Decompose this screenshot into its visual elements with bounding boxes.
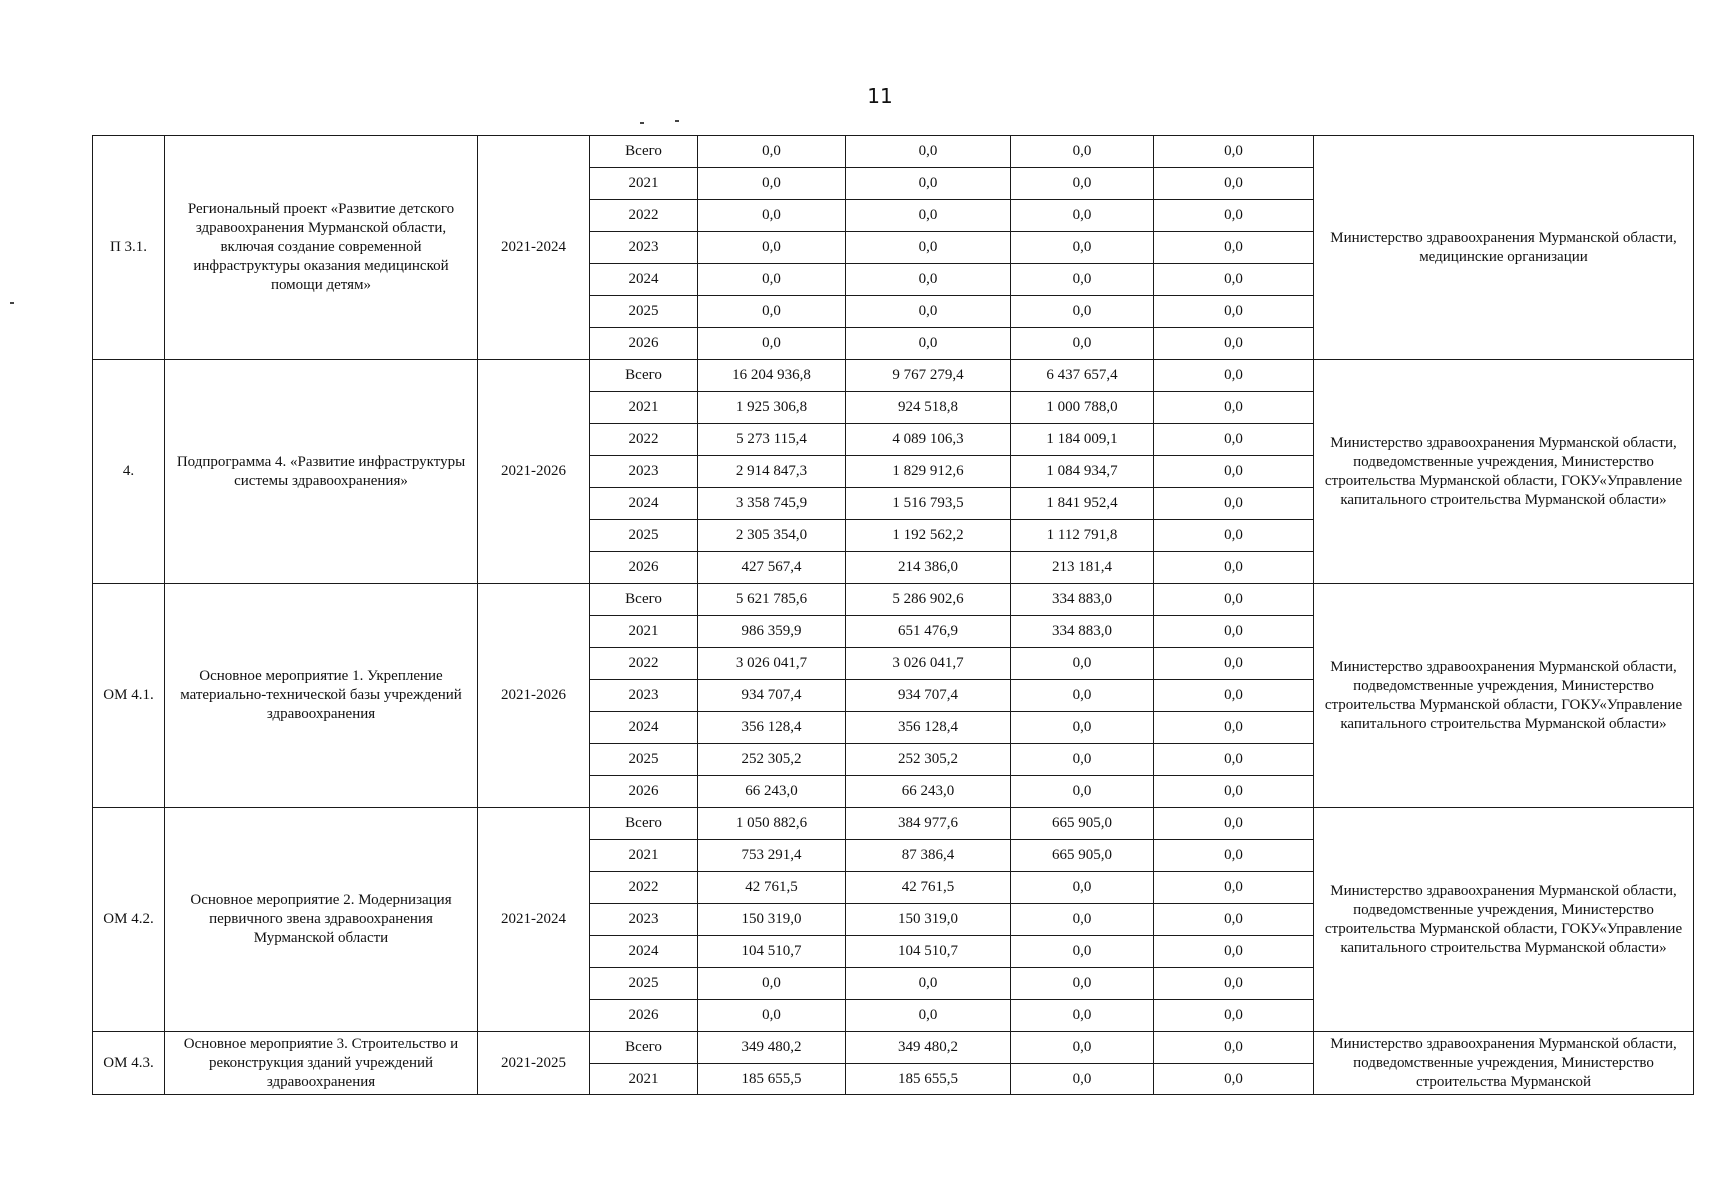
funding-col3-cell: 213 181,4 (1011, 552, 1154, 584)
year-cell: 2024 (590, 488, 698, 520)
year-cell: Всего (590, 1032, 698, 1064)
total-cell: 0,0 (698, 1000, 846, 1032)
total-cell: 2 914 847,3 (698, 456, 846, 488)
table-row (93, 360, 1694, 392)
funding-col4-cell: 0,0 (1154, 136, 1314, 168)
year-cell: 2022 (590, 424, 698, 456)
funding-col4-cell: 0,0 (1154, 840, 1314, 872)
item-title-cell: Основное мероприятие 2. Модернизация первичного звена здравоохранения Мурманской области (165, 808, 478, 1032)
total-cell: 1 925 306,8 (698, 392, 846, 424)
year-cell: 2022 (590, 648, 698, 680)
item-code-cell: ОМ 4.3. (93, 1032, 165, 1095)
funding-col3-cell: 0,0 (1011, 168, 1154, 200)
total-cell: 104 510,7 (698, 936, 846, 968)
funding-col3-cell: 0,0 (1011, 776, 1154, 808)
funding-col4-cell: 0,0 (1154, 1064, 1314, 1095)
year-cell: 2024 (590, 712, 698, 744)
item-title-cell: Подпрограмма 4. «Развитие инфраструктуры системы здравоохранения» (165, 360, 478, 584)
responsible-cell: Министерство здравоохранения Мурманской области, подведомственные учреждения, Министерство строительства Мурманской области, ГОКУ«Управление капитального строительства Мурманской области» (1314, 584, 1694, 808)
funding-col2-cell: 384 977,6 (846, 808, 1011, 840)
funding-col4-cell: 0,0 (1154, 936, 1314, 968)
responsible-cell: Министерство здравоохранения Мурманской области, подведомственные учреждения, Министерство строительства Мурманской области, ГОКУ«Управление капитального строительства Мурманской области» (1314, 360, 1694, 584)
total-cell: 934 707,4 (698, 680, 846, 712)
funding-col4-cell: 0,0 (1154, 680, 1314, 712)
funding-col2-cell: 185 655,5 (846, 1064, 1011, 1095)
funding-col4-cell: 0,0 (1154, 360, 1314, 392)
table-row (93, 1032, 1694, 1064)
total-cell: 5 273 115,4 (698, 424, 846, 456)
total-cell: 0,0 (698, 968, 846, 1000)
total-cell: 0,0 (698, 136, 846, 168)
item-code-cell: ОМ 4.2. (93, 808, 165, 1032)
total-cell: 356 128,4 (698, 712, 846, 744)
total-cell: 0,0 (698, 168, 846, 200)
funding-col2-cell: 4 089 106,3 (846, 424, 1011, 456)
funding-col3-cell: 0,0 (1011, 200, 1154, 232)
funding-col2-cell: 934 707,4 (846, 680, 1011, 712)
funding-col2-cell: 349 480,2 (846, 1032, 1011, 1064)
funding-col2-cell: 87 386,4 (846, 840, 1011, 872)
year-cell: 2023 (590, 232, 698, 264)
item-period-cell: 2021-2026 (478, 360, 590, 584)
funding-col3-cell: 334 883,0 (1011, 584, 1154, 616)
total-cell: 2 305 354,0 (698, 520, 846, 552)
funding-col3-cell: 6 437 657,4 (1011, 360, 1154, 392)
funding-col4-cell: 0,0 (1154, 392, 1314, 424)
funding-col3-cell: 1 841 952,4 (1011, 488, 1154, 520)
total-cell: 0,0 (698, 296, 846, 328)
total-cell: 0,0 (698, 200, 846, 232)
total-cell: 1 050 882,6 (698, 808, 846, 840)
year-cell: 2024 (590, 936, 698, 968)
funding-col2-cell: 0,0 (846, 200, 1011, 232)
funding-col3-cell: 334 883,0 (1011, 616, 1154, 648)
year-cell: 2025 (590, 520, 698, 552)
responsible-cell: Министерство здравоохранения Мурманской области, подведомственные учреждения, Министерство строительства Мурманской (1314, 1032, 1694, 1095)
funding-col4-cell: 0,0 (1154, 264, 1314, 296)
funding-col4-cell: 0,0 (1154, 616, 1314, 648)
funding-col4-cell: 0,0 (1154, 168, 1314, 200)
funding-col4-cell: 0,0 (1154, 1000, 1314, 1032)
year-cell: 2022 (590, 872, 698, 904)
scan-speck (675, 120, 679, 122)
table-row (93, 584, 1694, 616)
funding-col4-cell: 0,0 (1154, 584, 1314, 616)
item-period-cell: 2021-2024 (478, 136, 590, 360)
funding-col3-cell: 0,0 (1011, 1064, 1154, 1095)
funding-col2-cell: 252 305,2 (846, 744, 1011, 776)
funding-col3-cell: 0,0 (1011, 712, 1154, 744)
year-cell: 2023 (590, 456, 698, 488)
funding-col4-cell: 0,0 (1154, 552, 1314, 584)
year-cell: 2021 (590, 616, 698, 648)
funding-col2-cell: 1 192 562,2 (846, 520, 1011, 552)
year-cell: 2024 (590, 264, 698, 296)
funding-col3-cell: 1 112 791,8 (1011, 520, 1154, 552)
total-cell: 150 319,0 (698, 904, 846, 936)
funding-col3-cell: 0,0 (1011, 1032, 1154, 1064)
year-cell: 2023 (590, 904, 698, 936)
funding-col3-cell: 0,0 (1011, 872, 1154, 904)
year-cell: Всего (590, 136, 698, 168)
funding-col4-cell: 0,0 (1154, 328, 1314, 360)
total-cell: 427 567,4 (698, 552, 846, 584)
funding-col2-cell: 0,0 (846, 328, 1011, 360)
responsible-cell: Министерство здравоохранения Мурманской области, медицинские организации (1314, 136, 1694, 360)
funding-col3-cell: 665 905,0 (1011, 808, 1154, 840)
year-cell: 2022 (590, 200, 698, 232)
year-cell: 2021 (590, 840, 698, 872)
item-code-cell: ОМ 4.1. (93, 584, 165, 808)
total-cell: 5 621 785,6 (698, 584, 846, 616)
total-cell: 252 305,2 (698, 744, 846, 776)
funding-col4-cell: 0,0 (1154, 1032, 1314, 1064)
funding-col2-cell: 1 516 793,5 (846, 488, 1011, 520)
funding-col4-cell: 0,0 (1154, 200, 1314, 232)
item-code-cell: 4. (93, 360, 165, 584)
funding-col4-cell: 0,0 (1154, 648, 1314, 680)
funding-col3-cell: 0,0 (1011, 232, 1154, 264)
funding-col2-cell: 104 510,7 (846, 936, 1011, 968)
page-number: 11 (867, 84, 893, 108)
funding-col2-cell: 1 829 912,6 (846, 456, 1011, 488)
year-cell: Всего (590, 584, 698, 616)
funding-col2-cell: 66 243,0 (846, 776, 1011, 808)
total-cell: 0,0 (698, 264, 846, 296)
funding-col4-cell: 0,0 (1154, 808, 1314, 840)
year-cell: Всего (590, 360, 698, 392)
funding-col3-cell: 0,0 (1011, 328, 1154, 360)
funding-col4-cell: 0,0 (1154, 968, 1314, 1000)
total-cell: 185 655,5 (698, 1064, 846, 1095)
funding-col2-cell: 356 128,4 (846, 712, 1011, 744)
funding-col2-cell: 9 767 279,4 (846, 360, 1011, 392)
table-body (93, 136, 1694, 1095)
funding-col4-cell: 0,0 (1154, 520, 1314, 552)
funding-col3-cell: 0,0 (1011, 744, 1154, 776)
item-period-cell: 2021-2025 (478, 1032, 590, 1095)
total-cell: 3 026 041,7 (698, 648, 846, 680)
funding-col4-cell: 0,0 (1154, 744, 1314, 776)
funding-col2-cell: 0,0 (846, 232, 1011, 264)
total-cell: 753 291,4 (698, 840, 846, 872)
funding-col4-cell: 0,0 (1154, 232, 1314, 264)
year-cell: 2025 (590, 296, 698, 328)
year-cell: 2021 (590, 168, 698, 200)
year-cell: 2025 (590, 968, 698, 1000)
funding-col2-cell: 0,0 (846, 168, 1011, 200)
funding-col3-cell: 1 084 934,7 (1011, 456, 1154, 488)
funding-col3-cell: 0,0 (1011, 136, 1154, 168)
item-code-cell: П 3.1. (93, 136, 165, 360)
funding-col2-cell: 924 518,8 (846, 392, 1011, 424)
total-cell: 3 358 745,9 (698, 488, 846, 520)
funding-col2-cell: 0,0 (846, 136, 1011, 168)
funding-col4-cell: 0,0 (1154, 424, 1314, 456)
total-cell: 0,0 (698, 232, 846, 264)
table-row (93, 136, 1694, 168)
funding-col3-cell: 665 905,0 (1011, 840, 1154, 872)
total-cell: 349 480,2 (698, 1032, 846, 1064)
funding-col3-cell: 1 000 788,0 (1011, 392, 1154, 424)
funding-col4-cell: 0,0 (1154, 904, 1314, 936)
funding-col3-cell: 0,0 (1011, 680, 1154, 712)
funding-col2-cell: 42 761,5 (846, 872, 1011, 904)
funding-col4-cell: 0,0 (1154, 776, 1314, 808)
funding-col3-cell: 0,0 (1011, 296, 1154, 328)
scan-speck (640, 122, 644, 124)
funding-col2-cell: 214 386,0 (846, 552, 1011, 584)
item-title-cell: Региональный проект «Развитие детского здравоохранения Мурманской области, включая создание современной инфраструктуры оказания медицинской помощи детям» (165, 136, 478, 360)
funding-col2-cell: 651 476,9 (846, 616, 1011, 648)
funding-col2-cell: 0,0 (846, 1000, 1011, 1032)
budget-table (92, 135, 1694, 1095)
item-title-cell: Основное мероприятие 1. Укрепление материально-технической базы учреждений здравоохранения (165, 584, 478, 808)
funding-col3-cell: 0,0 (1011, 264, 1154, 296)
year-cell: 2023 (590, 680, 698, 712)
funding-col4-cell: 0,0 (1154, 712, 1314, 744)
total-cell: 42 761,5 (698, 872, 846, 904)
item-period-cell: 2021-2026 (478, 584, 590, 808)
funding-col3-cell: 1 184 009,1 (1011, 424, 1154, 456)
responsible-cell: Министерство здравоохранения Мурманской области, подведомственные учреждения, Министерство строительства Мурманской области, ГОКУ«Управление капитального строительства Мурманской области» (1314, 808, 1694, 1032)
total-cell: 986 359,9 (698, 616, 846, 648)
total-cell: 0,0 (698, 328, 846, 360)
funding-col4-cell: 0,0 (1154, 488, 1314, 520)
year-cell: 2026 (590, 552, 698, 584)
year-cell: 2025 (590, 744, 698, 776)
funding-col3-cell: 0,0 (1011, 648, 1154, 680)
year-cell: 2026 (590, 328, 698, 360)
item-title-cell: Основное мероприятие 3. Строительство и реконструкция зданий учреждений здравоохранения (165, 1032, 478, 1095)
funding-col4-cell: 0,0 (1154, 872, 1314, 904)
year-cell: 2026 (590, 1000, 698, 1032)
funding-col2-cell: 3 026 041,7 (846, 648, 1011, 680)
item-period-cell: 2021-2024 (478, 808, 590, 1032)
total-cell: 66 243,0 (698, 776, 846, 808)
funding-col2-cell: 0,0 (846, 296, 1011, 328)
funding-col3-cell: 0,0 (1011, 904, 1154, 936)
total-cell: 16 204 936,8 (698, 360, 846, 392)
funding-col2-cell: 0,0 (846, 968, 1011, 1000)
funding-col2-cell: 0,0 (846, 264, 1011, 296)
year-cell: 2021 (590, 1064, 698, 1095)
funding-col2-cell: 5 286 902,6 (846, 584, 1011, 616)
year-cell: Всего (590, 808, 698, 840)
funding-col3-cell: 0,0 (1011, 936, 1154, 968)
scan-speck (10, 302, 14, 304)
year-cell: 2026 (590, 776, 698, 808)
funding-col3-cell: 0,0 (1011, 1000, 1154, 1032)
table-row (93, 808, 1694, 840)
funding-col3-cell: 0,0 (1011, 968, 1154, 1000)
funding-col2-cell: 150 319,0 (846, 904, 1011, 936)
funding-col4-cell: 0,0 (1154, 456, 1314, 488)
year-cell: 2021 (590, 392, 698, 424)
funding-col4-cell: 0,0 (1154, 296, 1314, 328)
